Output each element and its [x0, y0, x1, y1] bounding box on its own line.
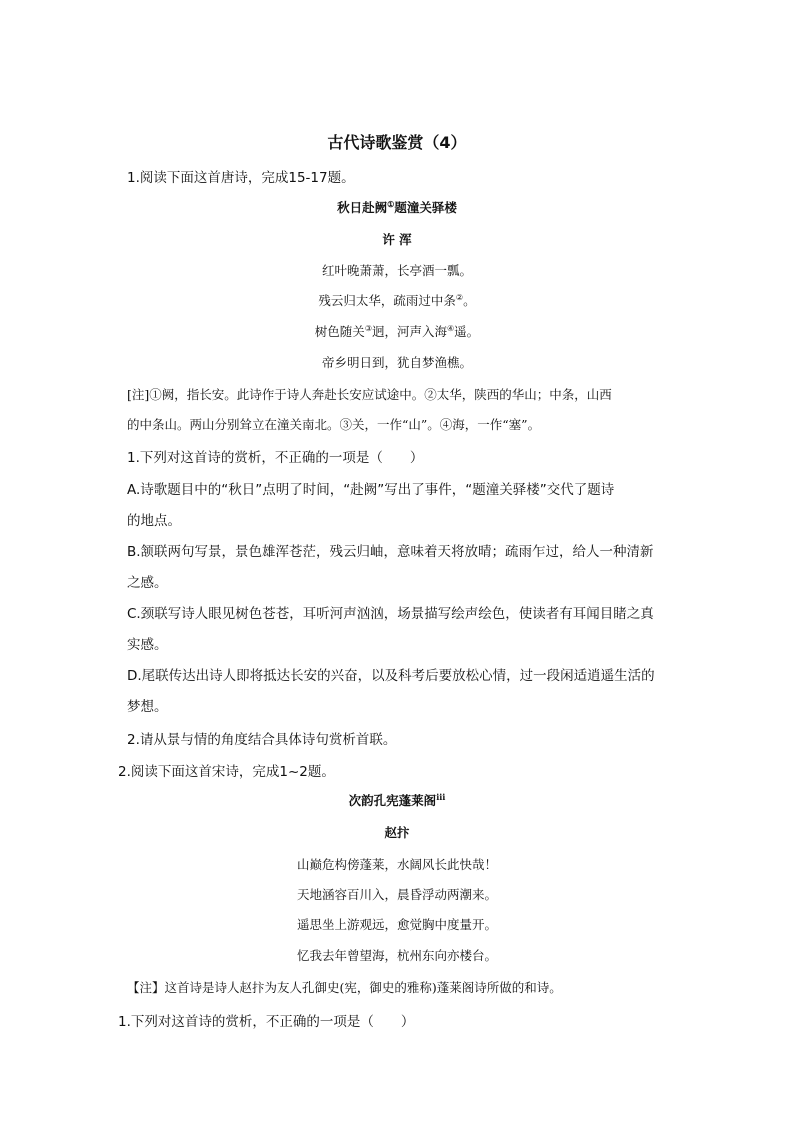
question-2-intro: 2.阅读下面这首宋诗，完成1~2题。 [118, 764, 335, 780]
poem-1-line-2-end: 。 [463, 293, 476, 308]
poem-1-note-line-2: 的中条山。两山分别耸立在潼关南北。③关，一作“山”。④海，一作“塞”。 [127, 417, 541, 432]
poem-2-line-4: 忆我去年曾望海，杭州东向亦楼台。 [296, 948, 497, 963]
poem-1-title [0, 198, 794, 216]
poem-2-title [0, 791, 794, 809]
poem-2-title-suffix: ⅰⅱ [436, 791, 446, 802]
poem-2-author: 赵抃 [384, 825, 410, 840]
poem-1-title-part-b: 题潼关驿楼 [394, 200, 457, 215]
poem-2-line-2: 天地涵容百川入，晨昏浮动两潮来。 [296, 887, 497, 902]
poem-1-line-3-c: 遥。 [454, 324, 480, 339]
question-1-1: 1.下列对这首诗的赏析，不正确的一项是（ ） [127, 450, 424, 466]
option-b-line-2: 之感。 [127, 575, 168, 591]
question-1-2: 2.请从景与情的角度结合具体诗句赏析首联。 [127, 732, 397, 748]
poem-2-title-text: 次韵孔宪蓬莱阁 [348, 793, 437, 808]
option-c-line-1: C.颈联写诗人眼见树色苍苍，耳听河声汹汹，场景描写绘声绘色，使读者有耳闻目睹之真 [127, 606, 654, 622]
poem-2-line-1: 山巅危构傍蓬莱，水阔风长此快哉！ [296, 857, 497, 872]
option-d-line-1: D.尾联传达出诗人即将抵达长安的兴奋，以及科考后要放松心情，过一段闲适逍遥生活的 [127, 668, 655, 684]
option-a-line-1: A.诗歌题目中的“秋日”点明了时间，“赴阙”写出了事件，“题潼关驿楼”交代了题诗 [127, 482, 615, 498]
poem-1-title-note: ① [387, 198, 395, 209]
poem-1-line-3 [0, 322, 794, 340]
poem-1-line-3-note-1: ③ [364, 323, 372, 333]
option-c-line-2: 实感。 [127, 637, 168, 653]
poem-1-line-1: 红叶晚萧萧，长亭酒一瓢。 [321, 263, 472, 278]
poem-1-line-4: 帝乡明日到，犹自梦渔樵。 [321, 355, 472, 370]
option-a-line-2: 的地点。 [127, 513, 181, 529]
option-d-line-2: 梦想。 [127, 699, 168, 715]
page-title: 古代诗歌鉴赏（4） [327, 133, 467, 152]
poem-1-line-2 [0, 291, 794, 309]
poem-1-title-part-a: 秋日赴阙 [337, 200, 388, 215]
poem-2-line-3: 遥思坐上游观远，愈觉胸中度量开。 [296, 917, 497, 932]
poem-1-line-3-b: 迥，河声入海 [371, 324, 447, 339]
poem-1-line-2-note: ② [455, 292, 464, 302]
poem-1-line-2-text: 残云归太华，疏雨过中条 [318, 293, 456, 308]
poem-1-line-3-note-2: ④ [447, 323, 455, 333]
option-b-line-1: B.颔联两句写景，景色雄浑苍茫，残云归岫，意味着天将放晴；疏雨乍过，给人一种清新 [127, 544, 654, 560]
question-1-intro: 1.阅读下面这首唐诗，完成15-17题。 [127, 170, 355, 186]
poem-1-line-3-a: 树色随关 [314, 324, 365, 339]
question-2-1: 1.下列对这首诗的赏析，不正确的一项是（ ） [118, 1014, 415, 1030]
poem-1-note-line-1: [注]①阙，指长安。此诗作于诗人奔赴长安应试途中。②太华，陕西的华山；中条，山西 [127, 387, 612, 402]
poem-2-note: 【注】这首诗是诗人赵抃为友人孔御史(宪，御史的雅称)蓬莱阁诗所做的和诗。 [127, 980, 562, 995]
poem-1-author: 许 浑 [382, 232, 412, 247]
